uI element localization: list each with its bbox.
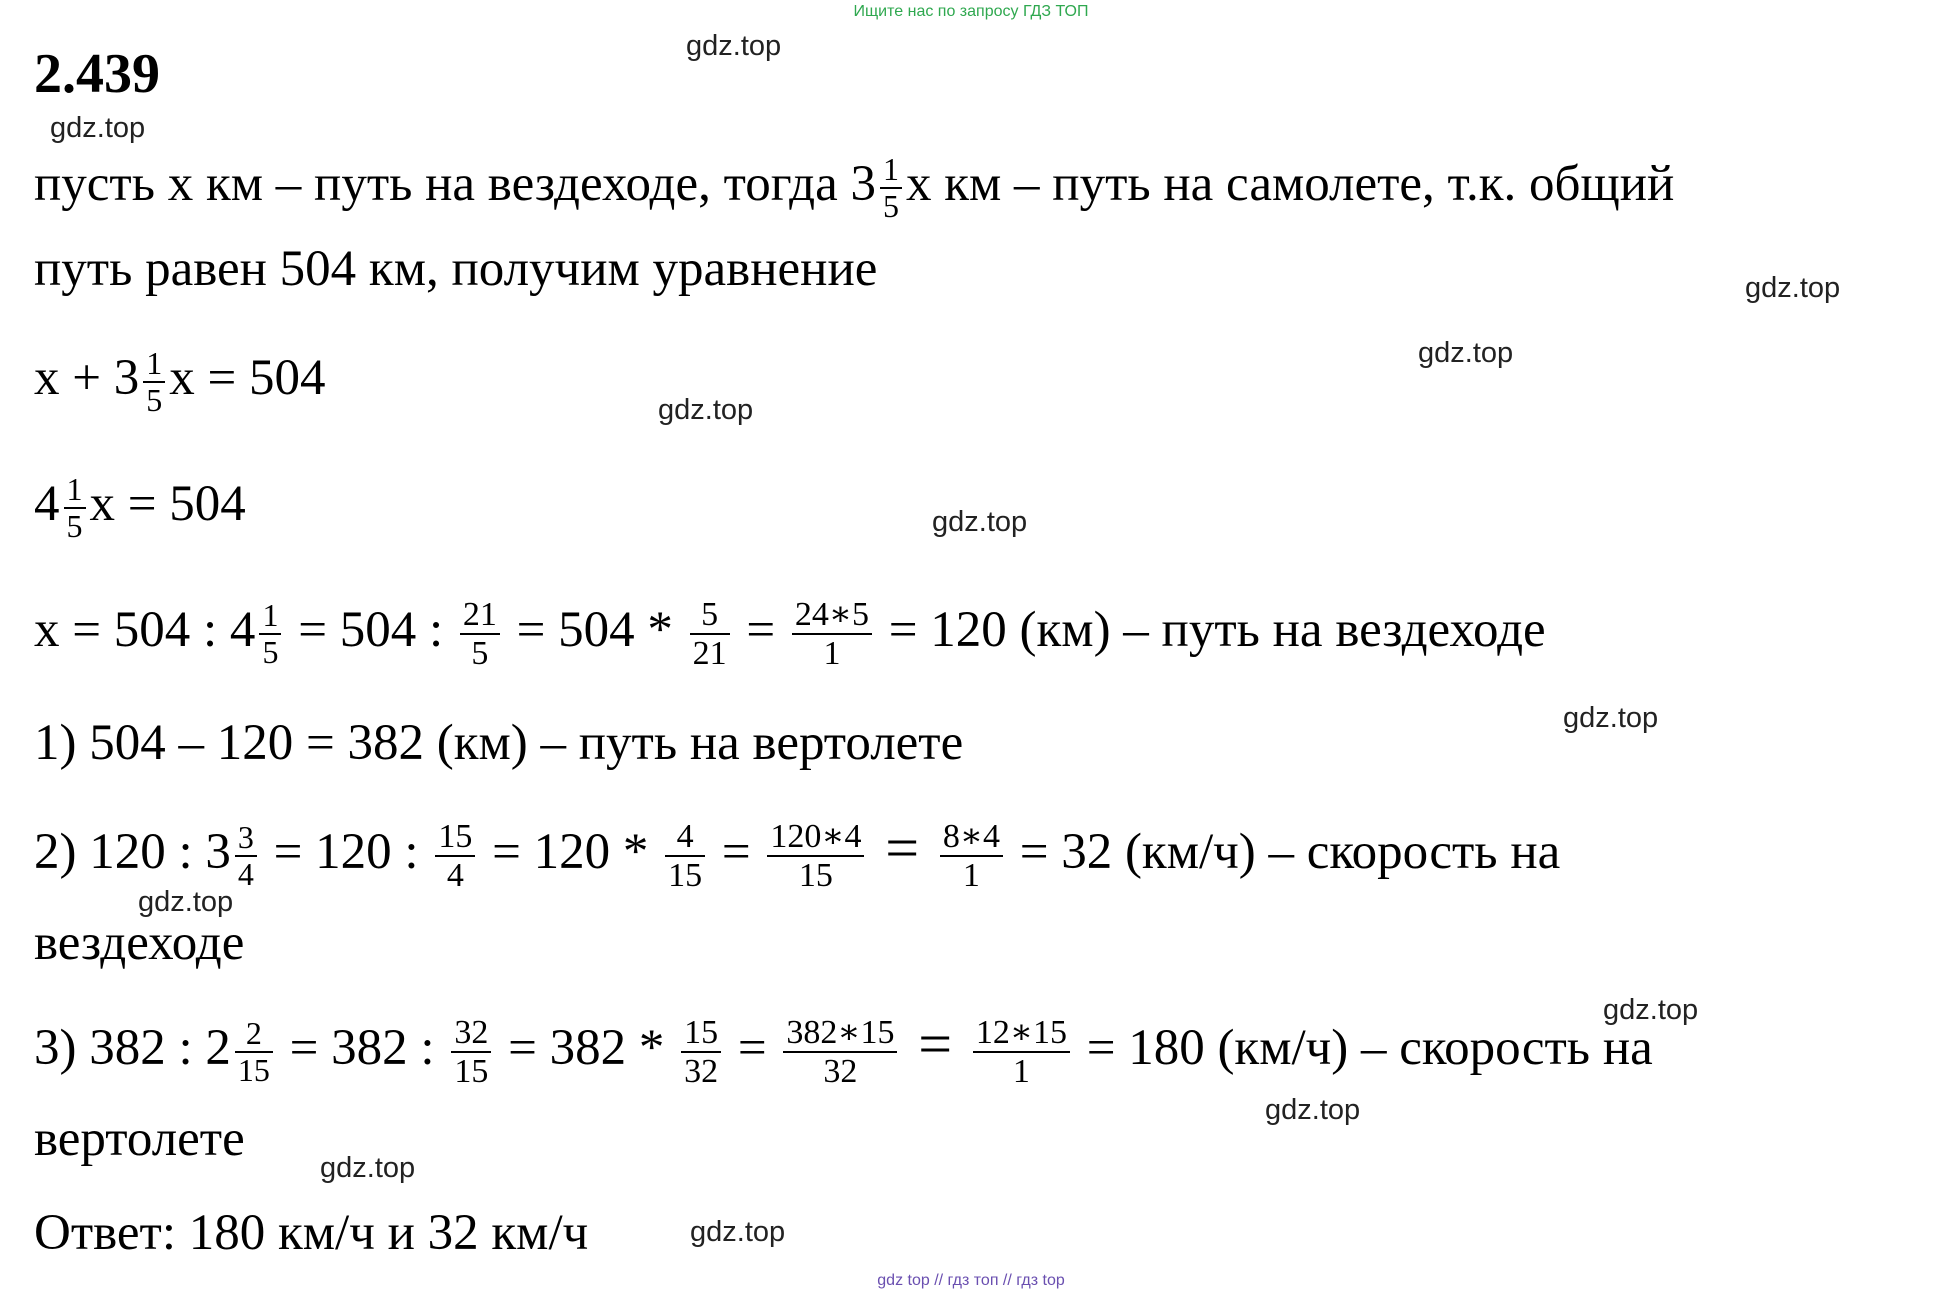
numerator: 15 [684, 1014, 719, 1051]
fraction [681, 1014, 721, 1091]
denominator: 5 [262, 634, 279, 671]
denominator: 1 [823, 635, 841, 673]
numerator: 2 [245, 1015, 262, 1052]
answer: Ответ: 180 км/ч и 32 км/ч [34, 1205, 589, 1261]
eq-text: 3) 382 : 2 [34, 1020, 231, 1077]
eq-text: x = 504 [169, 349, 326, 406]
fraction [451, 1014, 491, 1091]
eq-sign: = [746, 602, 776, 659]
eq-sign: = [885, 815, 920, 882]
watermark: gdz.top [138, 886, 234, 918]
step-1: 1) 504 – 120 = 382 (км) – путь на вертолете [34, 715, 964, 771]
fraction [940, 818, 1003, 895]
eq-text: = 382 * [508, 1020, 665, 1077]
denominator: 4 [446, 857, 464, 895]
watermark: gdz.top [1745, 272, 1841, 304]
numerator: 3 [237, 819, 254, 856]
denominator: 5 [66, 508, 83, 545]
equation-3 [34, 596, 1546, 673]
eq-text: 2) 120 : 3 [34, 824, 231, 881]
problem-number: 2.439 [34, 43, 160, 105]
bottom-banner: gdz top // гдз топ // гдз top [877, 1272, 1065, 1289]
numerator: 1 [882, 151, 899, 187]
watermark: gdz.top [50, 112, 146, 144]
eq-text: = 382 : [289, 1020, 435, 1077]
fraction [460, 596, 500, 673]
watermark: gdz.top [1265, 1094, 1361, 1126]
eq-text: x = 504 [89, 475, 246, 532]
intro-line-1 [34, 152, 1674, 224]
numerator: 15 [438, 818, 473, 855]
equation-1 [34, 346, 326, 418]
numerator: 1 [262, 597, 279, 634]
eq-sign: = [721, 824, 751, 881]
eq-text: x + 3 [34, 349, 140, 406]
intro-text-b: x км – путь на самолете, т.к. общий [905, 155, 1675, 212]
fraction [783, 1014, 897, 1091]
intro-line-2: путь равен 504 км, получим уравнение [34, 241, 878, 297]
eq-text: = 180 (км/ч) – скорость на [1086, 1020, 1653, 1077]
denominator: 1 [1012, 1053, 1030, 1091]
numerator: 8∗4 [942, 818, 1000, 855]
fraction [235, 1016, 273, 1088]
fraction [435, 818, 475, 895]
denominator: 32 [823, 1053, 858, 1091]
eq-text: = 120 (км) – путь на вездеходе [888, 602, 1546, 659]
watermark: gdz.top [686, 30, 782, 62]
denominator: 32 [684, 1053, 719, 1091]
denominator: 5 [146, 382, 163, 419]
fraction [235, 820, 257, 892]
fraction [792, 596, 872, 673]
watermark: gdz.top [1418, 337, 1514, 369]
eq-text: = 120 : [273, 824, 419, 881]
denominator: 15 [668, 857, 703, 895]
denominator: 1 [962, 857, 980, 895]
numerator: 120∗4 [770, 818, 862, 855]
denominator: 15 [237, 1052, 270, 1089]
step-3 [34, 1011, 1653, 1091]
fraction [259, 598, 281, 670]
fraction [767, 818, 864, 895]
denominator: 15 [798, 857, 833, 895]
denominator: 21 [692, 635, 727, 673]
eq-text: = 504 * [516, 602, 673, 659]
step-3-cont: вертолете [34, 1111, 245, 1167]
numerator: 21 [462, 596, 497, 633]
fraction [690, 596, 730, 673]
eq-text: = 120 * [492, 824, 649, 881]
watermark: gdz.top [932, 506, 1028, 538]
watermark: gdz.top [320, 1152, 416, 1184]
watermark: gdz.top [690, 1216, 786, 1248]
step-2 [34, 815, 1561, 895]
eq-text: 4 [34, 475, 60, 532]
fraction [880, 152, 902, 224]
denominator: 5 [471, 635, 489, 673]
watermark: gdz.top [1603, 994, 1699, 1026]
eq-text: = 32 (км/ч) – скорость на [1019, 824, 1561, 881]
denominator: 4 [237, 856, 254, 893]
step-2-cont: вездеходе [34, 915, 245, 971]
numerator: 32 [454, 1014, 489, 1051]
numerator: 24∗5 [794, 596, 870, 633]
denominator: 5 [882, 188, 899, 225]
eq-text: x = 504 : 4 [34, 602, 256, 659]
numerator: 1 [146, 345, 163, 381]
numerator: 382∗15 [786, 1014, 895, 1051]
intro-text-a: пусть x км – путь на вездеходе, тогда 3 [34, 155, 876, 212]
watermark: gdz.top [658, 394, 754, 426]
eq-sign: = [737, 1020, 767, 1077]
fraction [64, 472, 86, 544]
fraction [143, 346, 165, 418]
eq-sign: = [918, 1011, 953, 1078]
top-banner: Ищите нас по запросу ГДЗ ТОП [853, 3, 1089, 20]
fraction [973, 1014, 1070, 1091]
numerator: 5 [701, 596, 719, 633]
equation-2 [34, 472, 246, 544]
denominator: 15 [454, 1053, 489, 1091]
watermark: gdz.top [1563, 702, 1659, 734]
fraction [665, 818, 705, 895]
eq-text: = 504 : [298, 602, 444, 659]
numerator: 12∗15 [975, 1014, 1067, 1051]
numerator: 4 [676, 818, 694, 855]
numerator: 1 [66, 471, 83, 507]
